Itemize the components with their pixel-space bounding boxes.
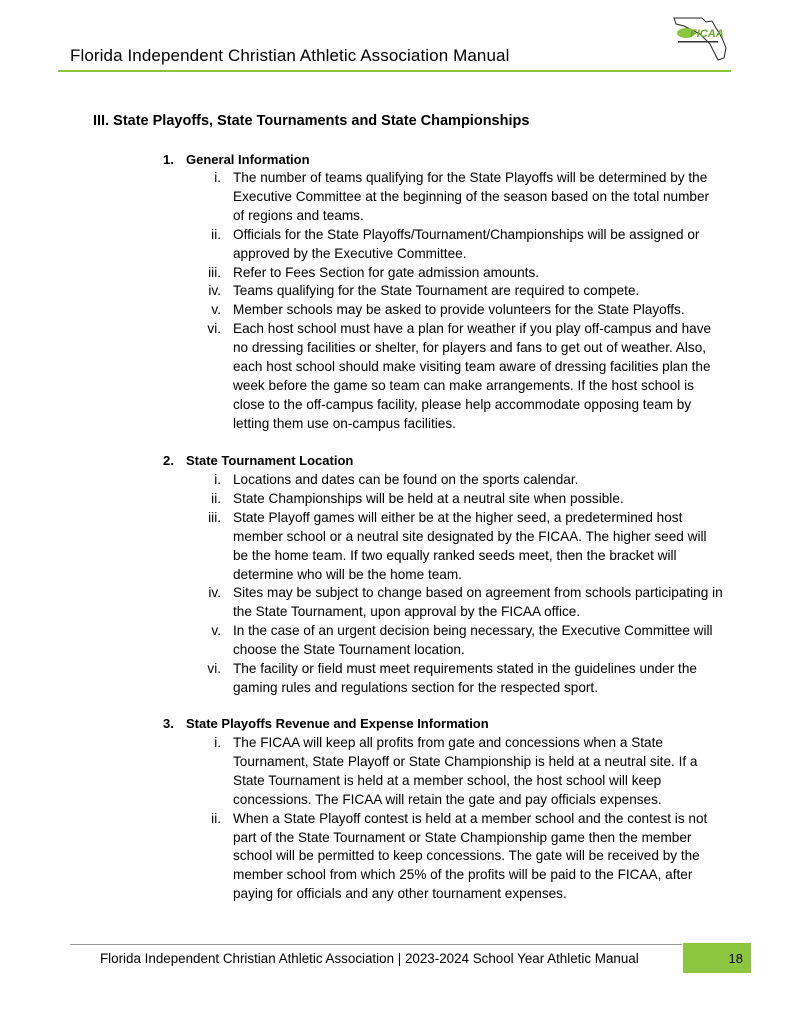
list-numeral: iv. xyxy=(208,283,221,299)
list-item-text: Locations and dates can be found on the sports calendar. xyxy=(233,472,579,487)
list-numeral: vi. xyxy=(207,321,221,337)
list-numeral: i. xyxy=(214,472,221,487)
list-item-text: In the case of an urgent decision being necessary, the Executive Committee will choose the State Tournament location. xyxy=(233,623,713,658)
subsection-list xyxy=(0,734,723,904)
list-item-text: Refer to Fees Section for gate admission amounts. xyxy=(233,264,540,280)
footer-divider xyxy=(70,944,682,945)
list-item xyxy=(0,282,723,301)
ficaa-logo xyxy=(672,14,730,64)
list-item-text: Each host school must have a plan for weather if you play off-campus and have no dressing facilities or shelter, for players and fans to get out of weather. Also, each host school should make visiting team aware of dressing facilities plan the week before the game so team can make arrangements. If the host school is close to the off-campus facility, please help accommodate opposing team by letting them use on-campus facilities. xyxy=(233,321,712,431)
list-item-text: The facility or field must meet requirements stated in the guidelines under the gaming rules and regulations section for the respected sport. xyxy=(233,661,697,695)
list-numeral: ii. xyxy=(211,810,221,826)
list-item-text: The number of teams qualifying for the State Playoffs will be determined by the Executive Committee at the beginning of the season based on the total number of regions and teams. xyxy=(233,170,710,223)
page-number-badge xyxy=(683,943,751,973)
list-numeral: i. xyxy=(214,735,221,750)
list-item xyxy=(0,471,723,490)
list-item xyxy=(0,301,723,320)
list-item xyxy=(0,622,723,660)
list-numeral: i. xyxy=(214,170,221,185)
list-item-text: When a State Playoff contest is held at a member school and the contest is not part of the State Tournament or State Championship game then the member school will be permitted to keep concessions. The gate will be received by the member school from which 25% of the profits will be paid to the FICAA, after paying for officials and any other tournament expenses. xyxy=(233,810,708,902)
list-item xyxy=(0,810,723,905)
subsection-heading xyxy=(163,453,353,468)
list-item-text: Sites may be subject to change based on agreement from schools participating in the State Tournament, upon approval by the FICAA office. xyxy=(233,585,723,620)
list-numeral: ii. xyxy=(211,490,221,506)
list-item-text: State Playoff games will either be at the higher seed, a predetermined host member school or a neutral site designated by the FICAA. The higher seed will be the home team. If two equally ranked seeds meet, then the bracket will determine who will be the home team. xyxy=(233,509,707,582)
section-title: III. State Playoffs, State Tournaments and State Championships xyxy=(93,113,530,129)
subsection-number: 2. xyxy=(163,453,174,468)
list-numeral: iv. xyxy=(208,585,221,601)
subsection-list xyxy=(0,471,723,698)
list-item-text: State Championships will be held at a neutral site when possible. xyxy=(233,490,624,506)
subsection-number: 1. xyxy=(163,152,174,167)
list-item xyxy=(0,584,723,622)
list-numeral: iii. xyxy=(208,264,221,280)
list-numeral: ii. xyxy=(211,226,221,242)
list-item-text: Member schools may be asked to provide volunteers for the State Playoffs. xyxy=(233,302,685,318)
subsection-title: General Information xyxy=(186,152,310,167)
list-numeral: v. xyxy=(211,623,221,639)
list-item-text: The FICAA will keep all profits from gate and concessions when a State Tournament, State Playoff or State Championship is held at a neutral site. If a State Tournament is held at a member school, the host school will keep concessions. The FICAA will retain the gate and pay officials expenses. xyxy=(233,735,698,807)
footer-text: Florida Independent Christian Athletic Association | 2023-2024 School Year Athletic Manual xyxy=(100,951,639,966)
list-item xyxy=(0,734,723,810)
list-item xyxy=(0,169,723,226)
list-item xyxy=(0,509,723,585)
list-item xyxy=(0,226,723,264)
list-item xyxy=(0,660,723,698)
subsection-heading xyxy=(163,152,310,167)
list-numeral: vi. xyxy=(207,661,221,677)
subsection-title: State Tournament Location xyxy=(186,453,354,468)
list-item xyxy=(0,490,723,509)
subsection-title: State Playoffs Revenue and Expense Information xyxy=(186,716,489,731)
list-item xyxy=(0,320,723,433)
page-number: 18 xyxy=(728,951,743,966)
list-item-text: Officials for the State Playoffs/Tournament/Championships will be assigned or approved by the Executive Committee. xyxy=(233,226,700,261)
header-divider xyxy=(58,70,731,72)
subsection-heading xyxy=(163,716,489,731)
list-numeral: iii. xyxy=(208,509,221,525)
list-numeral: v. xyxy=(211,302,221,318)
page-header-title: Florida Independent Christian Athletic Association Manual xyxy=(70,46,510,65)
subsection-list xyxy=(0,169,723,434)
list-item-text: Teams qualifying for the State Tournament are required to compete. xyxy=(233,283,640,299)
list-item xyxy=(0,264,723,283)
subsection-number: 3. xyxy=(163,716,174,731)
svg-text:FICAA: FICAA xyxy=(690,28,724,40)
